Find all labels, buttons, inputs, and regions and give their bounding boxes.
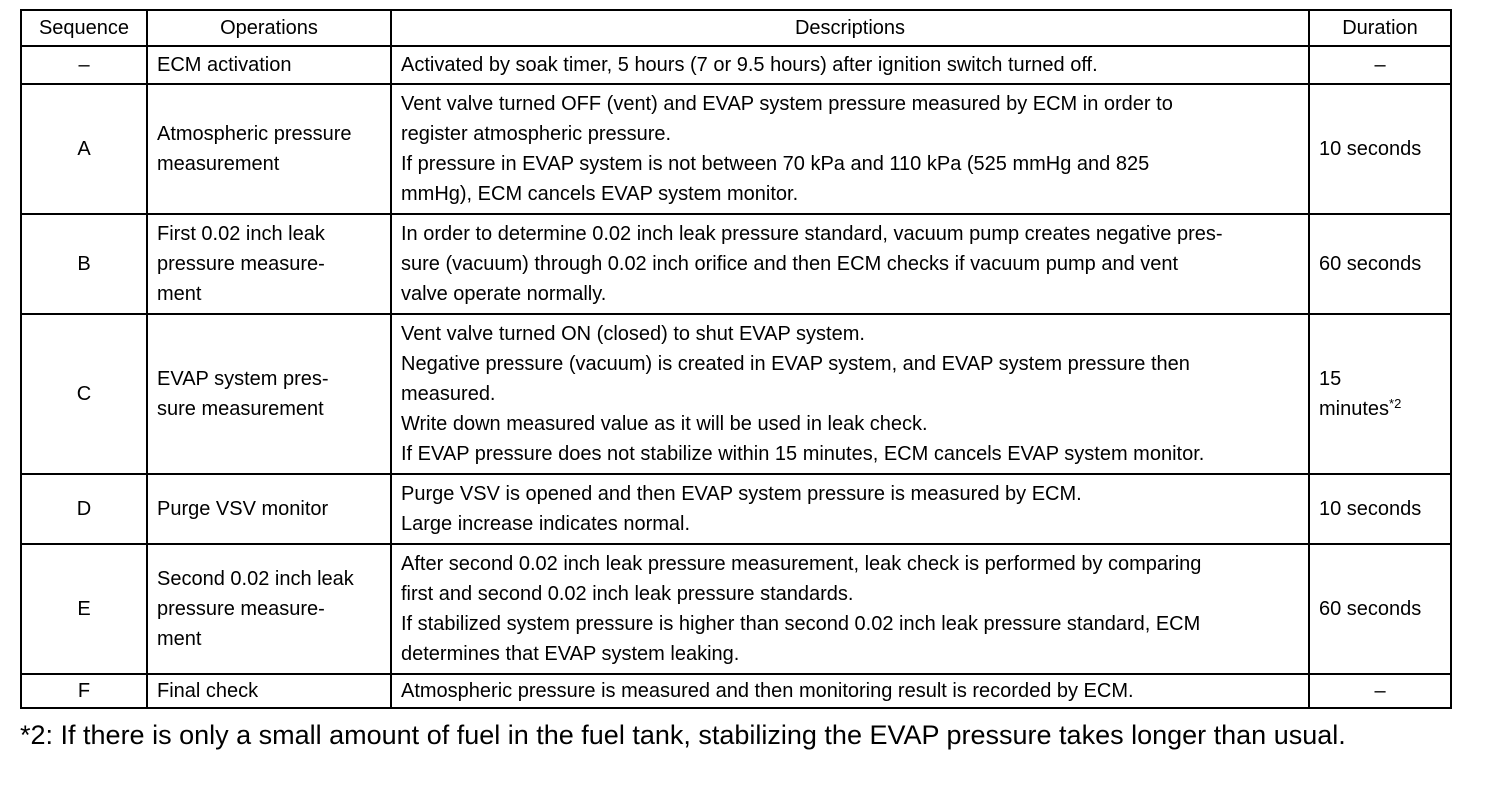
header-operations: Operations xyxy=(147,10,391,46)
duration-text: – xyxy=(1374,680,1386,702)
duration-cell xyxy=(1309,544,1451,674)
table-row xyxy=(21,84,1451,214)
table-row xyxy=(21,314,1451,474)
duration-cell xyxy=(1309,314,1451,474)
duration-text: minutes xyxy=(1319,398,1390,420)
sequence-cell: F xyxy=(21,674,147,708)
sequence-cell: D xyxy=(21,474,147,544)
header-descriptions: Descriptions xyxy=(391,10,1309,46)
description-cell xyxy=(391,84,1309,214)
description-line: Large increase indicates normal. xyxy=(401,513,691,535)
description-cell xyxy=(391,674,1309,708)
header-row xyxy=(21,10,1451,46)
operation-cell xyxy=(147,314,391,474)
duration-cell xyxy=(1309,46,1451,84)
operation-line: EVAP system pres- xyxy=(157,368,329,390)
duration-text: – xyxy=(1374,54,1386,76)
operation-cell xyxy=(147,544,391,674)
description-line: Negative pressure (vacuum) is created in EVAP system, and EVAP system pressure then xyxy=(401,353,1190,375)
duration-line xyxy=(1319,594,1441,624)
operation-line: measurement xyxy=(157,153,280,175)
operation-cell xyxy=(147,214,391,314)
duration-text: 15 xyxy=(1319,368,1342,390)
description-line: first and second 0.02 inch leak pressure standards. xyxy=(401,583,854,605)
operation-line: ment xyxy=(157,628,202,650)
operation-line: ment xyxy=(157,283,202,305)
table-row xyxy=(21,214,1451,314)
description-line: determines that EVAP system leaking. xyxy=(401,643,740,665)
description-cell xyxy=(391,474,1309,544)
duration-text: 10 seconds xyxy=(1319,138,1422,160)
table-row xyxy=(21,474,1451,544)
footnote: *2: If there is only a small amount of fuel in the fuel tank, stabilizing the EVAP pressure takes longer than usual. xyxy=(20,720,1346,750)
duration-line xyxy=(1319,249,1441,279)
description-line: Purge VSV is opened and then EVAP system pressure is measured by ECM. xyxy=(401,483,1082,505)
footnote-marker: *2 xyxy=(1389,396,1402,411)
duration-text: 60 seconds xyxy=(1319,598,1422,620)
description-line: register atmospheric pressure. xyxy=(401,123,672,145)
operation-line: sure measurement xyxy=(157,398,324,420)
operation-line: Final check xyxy=(157,680,259,702)
operation-line: First 0.02 inch leak xyxy=(157,223,325,245)
description-line: If stabilized system pressure is higher than second 0.02 inch leak pressure standard, ECM xyxy=(401,613,1201,635)
duration-line xyxy=(1319,394,1441,424)
description-line: If EVAP pressure does not stabilize within 15 minutes, ECM cancels EVAP system monitor. xyxy=(401,443,1205,465)
description-line: Vent valve turned OFF (vent) and EVAP system pressure measured by ECM in order to xyxy=(401,93,1173,115)
description-line: mmHg), ECM cancels EVAP system monitor. xyxy=(401,183,799,205)
description-cell xyxy=(391,314,1309,474)
sequence-cell: A xyxy=(21,84,147,214)
description-cell xyxy=(391,46,1309,84)
duration-line xyxy=(1319,364,1441,394)
operation-line: Purge VSV monitor xyxy=(157,498,329,520)
table-row xyxy=(21,544,1451,674)
operation-line: pressure measure- xyxy=(157,598,325,620)
operation-cell xyxy=(147,474,391,544)
duration-cell xyxy=(1309,474,1451,544)
duration-cell xyxy=(1309,214,1451,314)
table-row xyxy=(21,46,1451,84)
sequence-cell: C xyxy=(21,314,147,474)
operation-cell xyxy=(147,46,391,84)
description-line: Vent valve turned ON (closed) to shut EVAP system. xyxy=(401,323,865,345)
duration-text: 60 seconds xyxy=(1319,253,1422,275)
description-line: Atmospheric pressure is measured and then monitoring result is recorded by ECM. xyxy=(401,680,1134,702)
description-line: If pressure in EVAP system is not between 70 kPa and 110 kPa (525 mmHg and 825 xyxy=(401,153,1150,175)
duration-cell xyxy=(1309,674,1451,708)
table-header xyxy=(21,10,1451,46)
header-sequence: Sequence xyxy=(21,10,147,46)
description-line: valve operate normally. xyxy=(401,283,607,305)
operation-line: Second 0.02 inch leak xyxy=(157,568,354,590)
sequence-cell: – xyxy=(21,46,147,84)
description-line: measured. xyxy=(401,383,496,405)
duration-cell xyxy=(1309,84,1451,214)
duration-line xyxy=(1310,676,1450,706)
operation-cell xyxy=(147,674,391,708)
description-cell xyxy=(391,544,1309,674)
description-line: Activated by soak timer, 5 hours (7 or 9.5 hours) after ignition switch turned off. xyxy=(401,54,1098,76)
sequence-cell: E xyxy=(21,544,147,674)
operation-line: pressure measure- xyxy=(157,253,325,275)
description-cell xyxy=(391,214,1309,314)
operation-line: ECM activation xyxy=(157,54,292,76)
description-line: After second 0.02 inch leak pressure measurement, leak check is performed by comparing xyxy=(401,553,1202,575)
table-body xyxy=(21,46,1451,708)
header-duration: Duration xyxy=(1309,10,1451,46)
description-line: In order to determine 0.02 inch leak pressure standard, vacuum pump creates negative pres- xyxy=(401,223,1223,245)
description-line: Write down measured value as it will be used in leak check. xyxy=(401,413,928,435)
operation-line: Atmospheric pressure xyxy=(157,123,352,145)
duration-line xyxy=(1319,494,1441,524)
duration-line xyxy=(1310,50,1450,80)
duration-text: 10 seconds xyxy=(1319,498,1422,520)
table-row xyxy=(21,674,1451,708)
duration-line xyxy=(1319,134,1441,164)
operation-cell xyxy=(147,84,391,214)
evap-monitor-sequence-table xyxy=(20,9,1452,709)
sequence-cell: B xyxy=(21,214,147,314)
description-line: sure (vacuum) through 0.02 inch orifice and then ECM checks if vacuum pump and vent xyxy=(401,253,1179,275)
